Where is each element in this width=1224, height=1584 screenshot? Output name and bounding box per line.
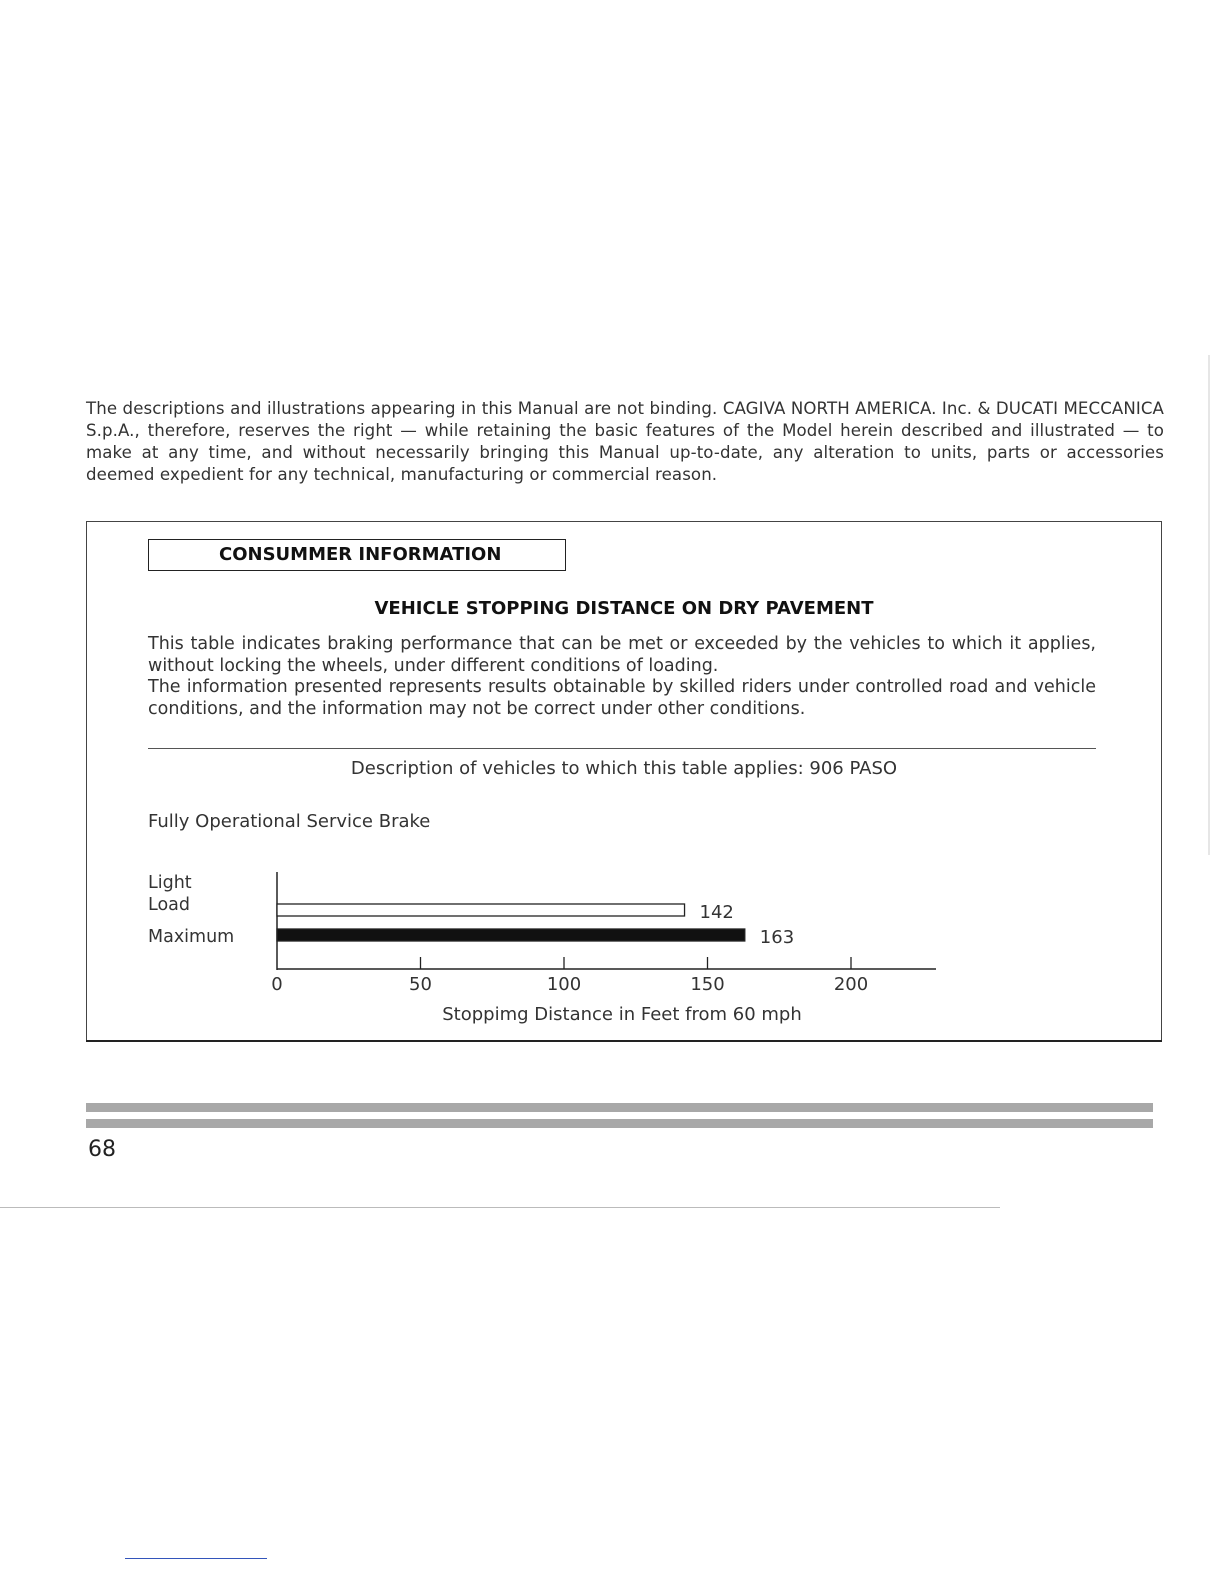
frame-border-bottom <box>86 1040 1162 1042</box>
x-tick-label-0: 0 <box>271 974 283 995</box>
consumer-information-title: CONSUMMER INFORMATION <box>148 539 566 571</box>
disclaimer-text: The descriptions and illustrations appearing in this Manual are not binding. CAGIVA NORTH AMERICA. Inc. & DUCATI MECCANICA S.p.A., therefore, reserves the right — while retaining the basic features of the Model herein described and illustrated — to make at any time, and without necessarily bringing this Manual up-to-date, any alteration to units, parts or accessories deemed expedient for any technical, manufacturing or commercial reason. <box>86 399 1164 484</box>
brake-condition-label: Fully Operational Service Brake <box>148 811 431 832</box>
vehicle-applies-text: Description of vehicles to which this table applies: 906 PASO <box>350 758 898 779</box>
category-label-0-0: Light <box>148 873 192 893</box>
category-label-1-0: Maximum <box>148 927 235 947</box>
intro-paragraph-2: The information presented represents results obtainable by skilled riders under controlled road and vehicle conditions, and the information may not be correct under other conditions. <box>148 677 1096 719</box>
footer-rule <box>0 1207 1000 1208</box>
blue-underline-mark <box>125 1558 267 1559</box>
bar-maximum <box>277 929 745 941</box>
x-tick-label-200: 200 <box>833 974 869 995</box>
x-tick-label-150: 150 <box>690 974 725 995</box>
x-tick-label-100: 100 <box>546 974 582 995</box>
stopping-distance-heading: VEHICLE STOPPING DISTANCE ON DRY PAVEMENT <box>374 598 874 619</box>
x-tick-label-50: 50 <box>409 974 432 995</box>
page-number: 68 <box>88 1137 116 1162</box>
bar-value-label-1: 163 <box>759 927 795 948</box>
bar-value-label-0: 142 <box>699 902 734 923</box>
decorative-gray-bar-top <box>86 1103 1153 1112</box>
decorative-gray-bar-bottom <box>86 1119 1153 1128</box>
bar-light-load <box>277 904 685 916</box>
intro-paragraph-1: This table indicates braking performance that can be met or exceeded by the vehicles to which it applies, without locking the wheels, under different conditions of loading. <box>148 634 1096 676</box>
x-axis-label: Stoppimg Distance in Feet from 60 mph <box>442 1004 802 1025</box>
category-label-0-1: Load <box>148 895 190 915</box>
